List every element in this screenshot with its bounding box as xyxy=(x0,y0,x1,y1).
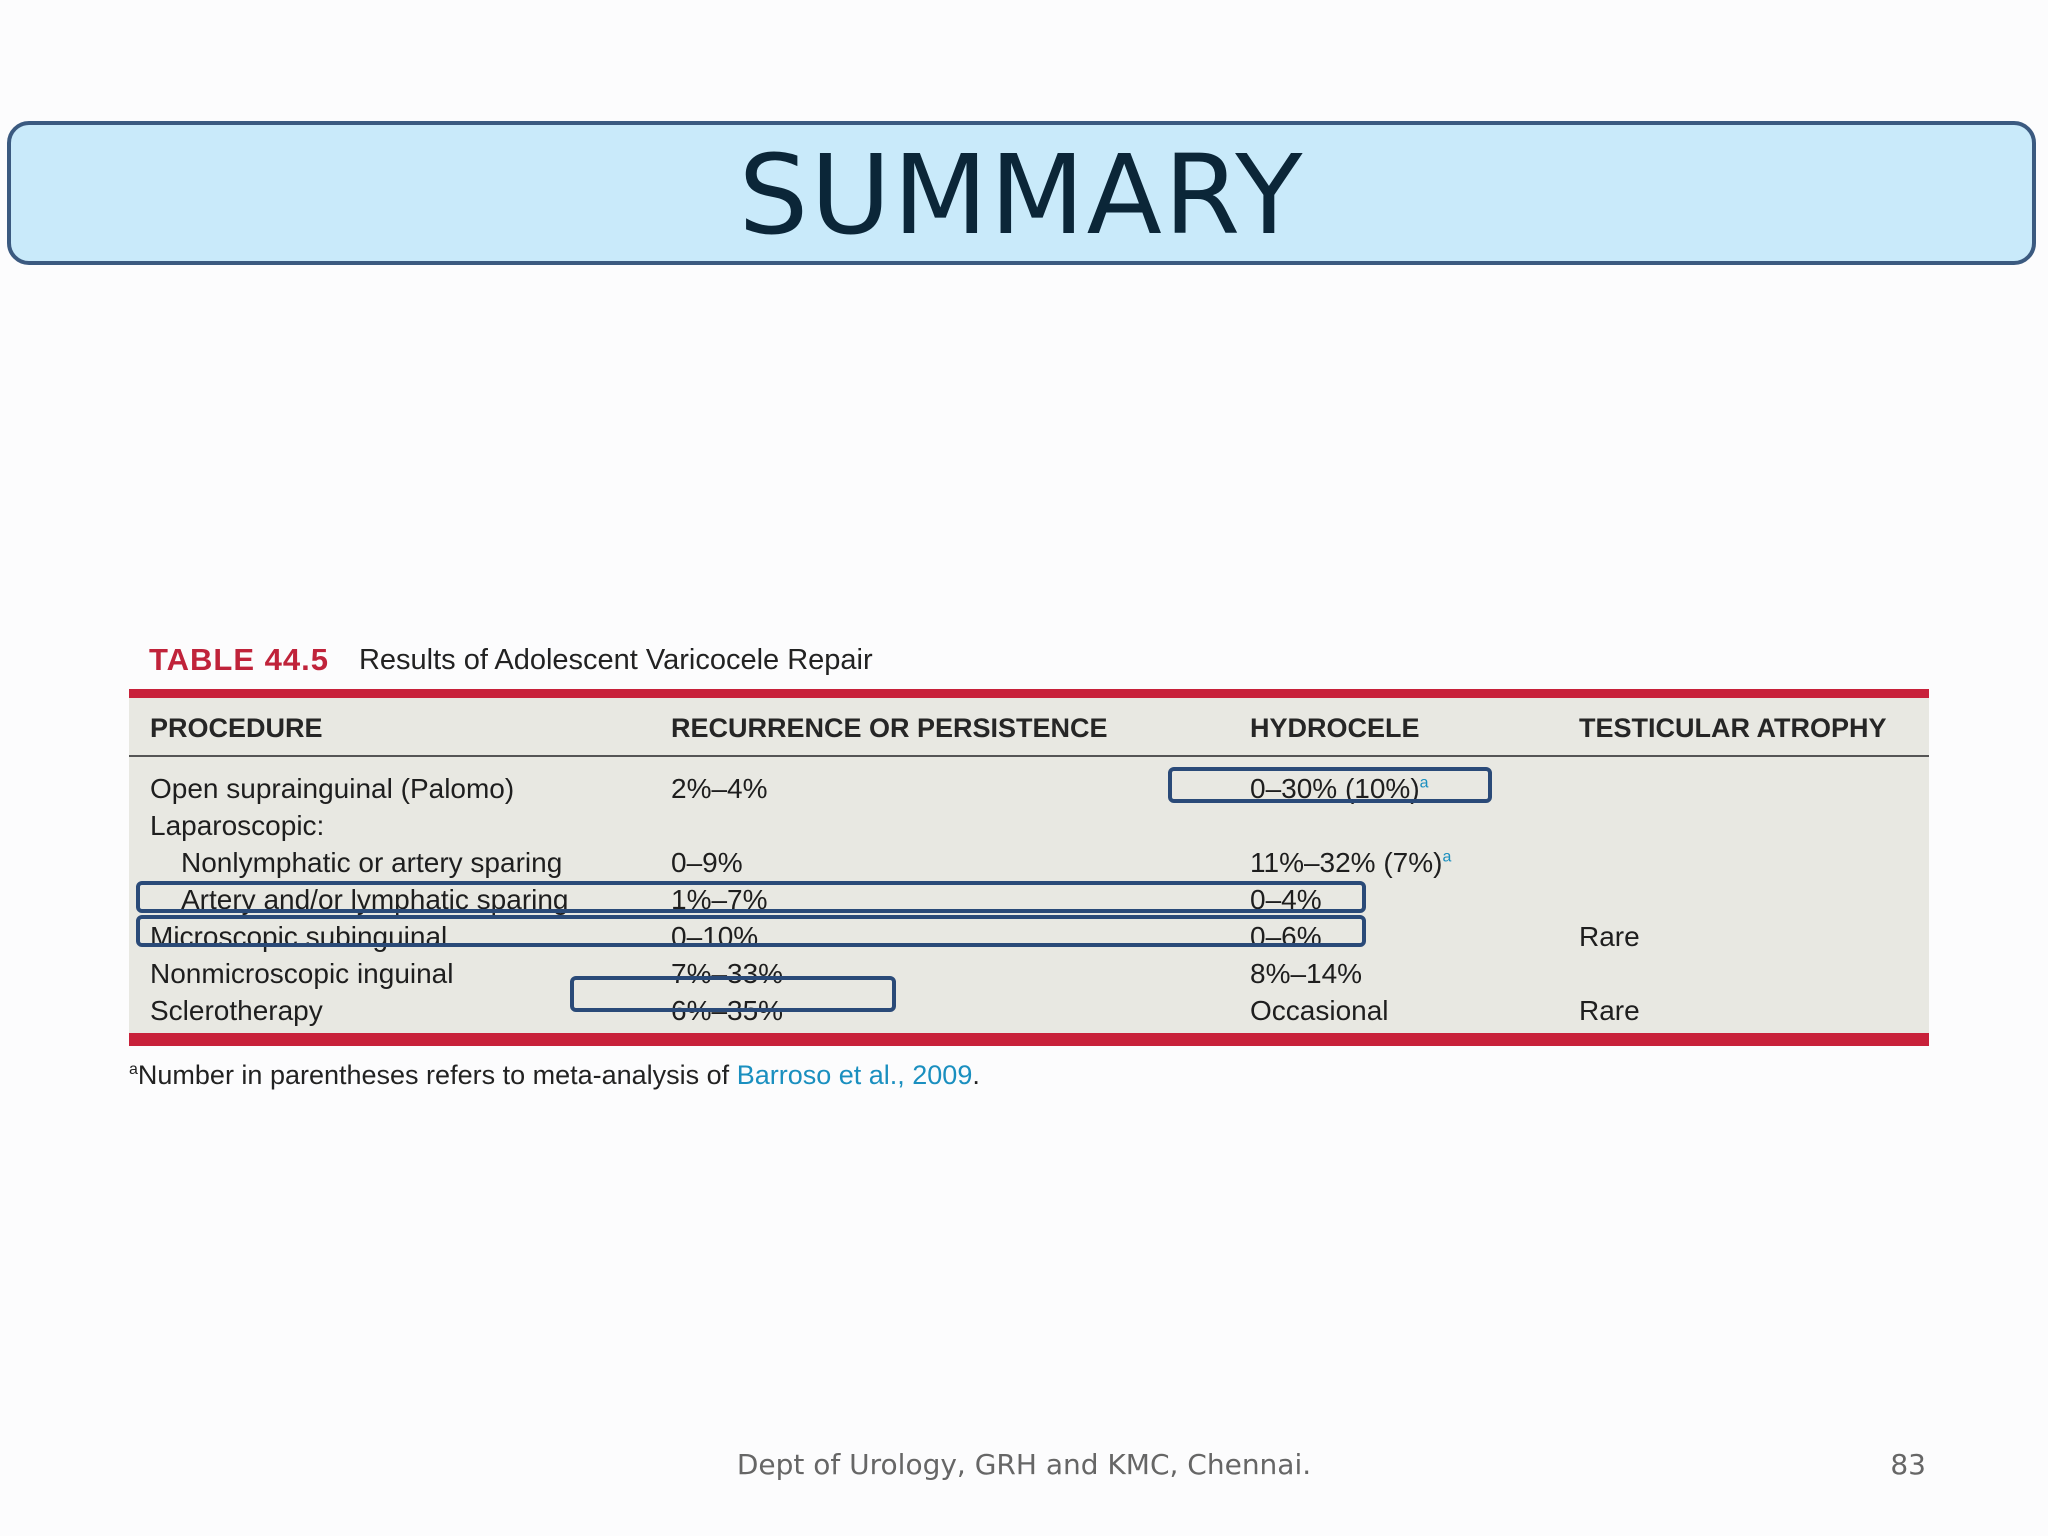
row-5-procedure: Nonmicroscopic inguinal xyxy=(150,958,454,989)
header-divider xyxy=(129,755,1929,757)
row-3-recurrence: 1%–7% xyxy=(671,884,768,915)
slide-title: SUMMARY xyxy=(738,131,1305,259)
table-title: Results of Adolescent Varicocele Repair xyxy=(358,643,873,676)
highlight-box-microscopic-row xyxy=(136,915,1366,947)
row-6-procedure: Sclerotherapy xyxy=(150,995,323,1026)
row-0-footnote-marker: a xyxy=(1419,774,1429,792)
table-footnote xyxy=(129,1060,980,1091)
row-4-recurrence: 0–10% xyxy=(671,921,759,952)
row-0-procedure: Open suprainguinal (Palomo) xyxy=(150,773,515,804)
page-number: 83 xyxy=(1890,1448,1926,1481)
footnote-reference: Barroso et al., 2009 xyxy=(736,1060,973,1090)
row-0-recurrence: 2%–4% xyxy=(671,773,768,804)
slide-footer: Dept of Urology, GRH and KMC, Chennai. xyxy=(736,1448,1312,1481)
row-2-footnote-marker: a xyxy=(1442,848,1452,866)
highlight-box-sclerotherapy-recurrence xyxy=(570,976,896,1012)
footnote-marker: a xyxy=(129,1061,138,1078)
row-2-recurrence: 0–9% xyxy=(671,847,743,878)
header-hydrocele: HYDROCELE xyxy=(1250,713,1420,743)
row-3-procedure: Artery and/or lymphatic sparing xyxy=(181,884,569,915)
row-4-hydrocele: 0–6% xyxy=(1250,921,1322,952)
results-table xyxy=(129,689,1929,1046)
row-4-procedure: Microscopic subinguinal xyxy=(150,921,448,952)
row-2-hydrocele: 11%–32% $(7\%)^a$ xyxy=(1250,847,1452,878)
header-procedure: PROCEDURE xyxy=(150,713,323,743)
footnote-text: Number in parentheses refers to meta-analysis of xyxy=(137,1060,737,1090)
row-5-hydrocele: 8%–14% xyxy=(1250,958,1363,989)
highlight-box-palomo-hydrocele xyxy=(1168,767,1492,803)
table-caption xyxy=(149,640,873,680)
footnote-end: . xyxy=(972,1060,980,1090)
row-6-hydrocele: Occasional xyxy=(1250,995,1389,1026)
table-number: TABLE 44.5 xyxy=(149,642,329,677)
row-3-hydrocele: 0–4% xyxy=(1250,884,1322,915)
title-banner xyxy=(7,121,2036,265)
highlight-box-artery-lymphatic-row xyxy=(136,881,1366,913)
row-1-procedure: Laparoscopic: xyxy=(150,810,325,841)
header-atrophy: TESTICULAR ATROPHY xyxy=(1579,713,1887,743)
row-6-atrophy: Rare xyxy=(1579,995,1640,1026)
row-4-atrophy: Rare xyxy=(1579,921,1640,952)
row-0-hydrocele: 0–30% $(10\%)^a$ xyxy=(1250,773,1429,804)
header-recurrence: RECURRENCE OR PERSISTENCE xyxy=(671,713,1108,743)
row-5-recurrence: 7%–33% xyxy=(671,958,784,989)
row-6-recurrence: 6%–35% xyxy=(671,995,784,1026)
row-2-procedure: Nonlymphatic or artery sparing xyxy=(181,847,563,878)
